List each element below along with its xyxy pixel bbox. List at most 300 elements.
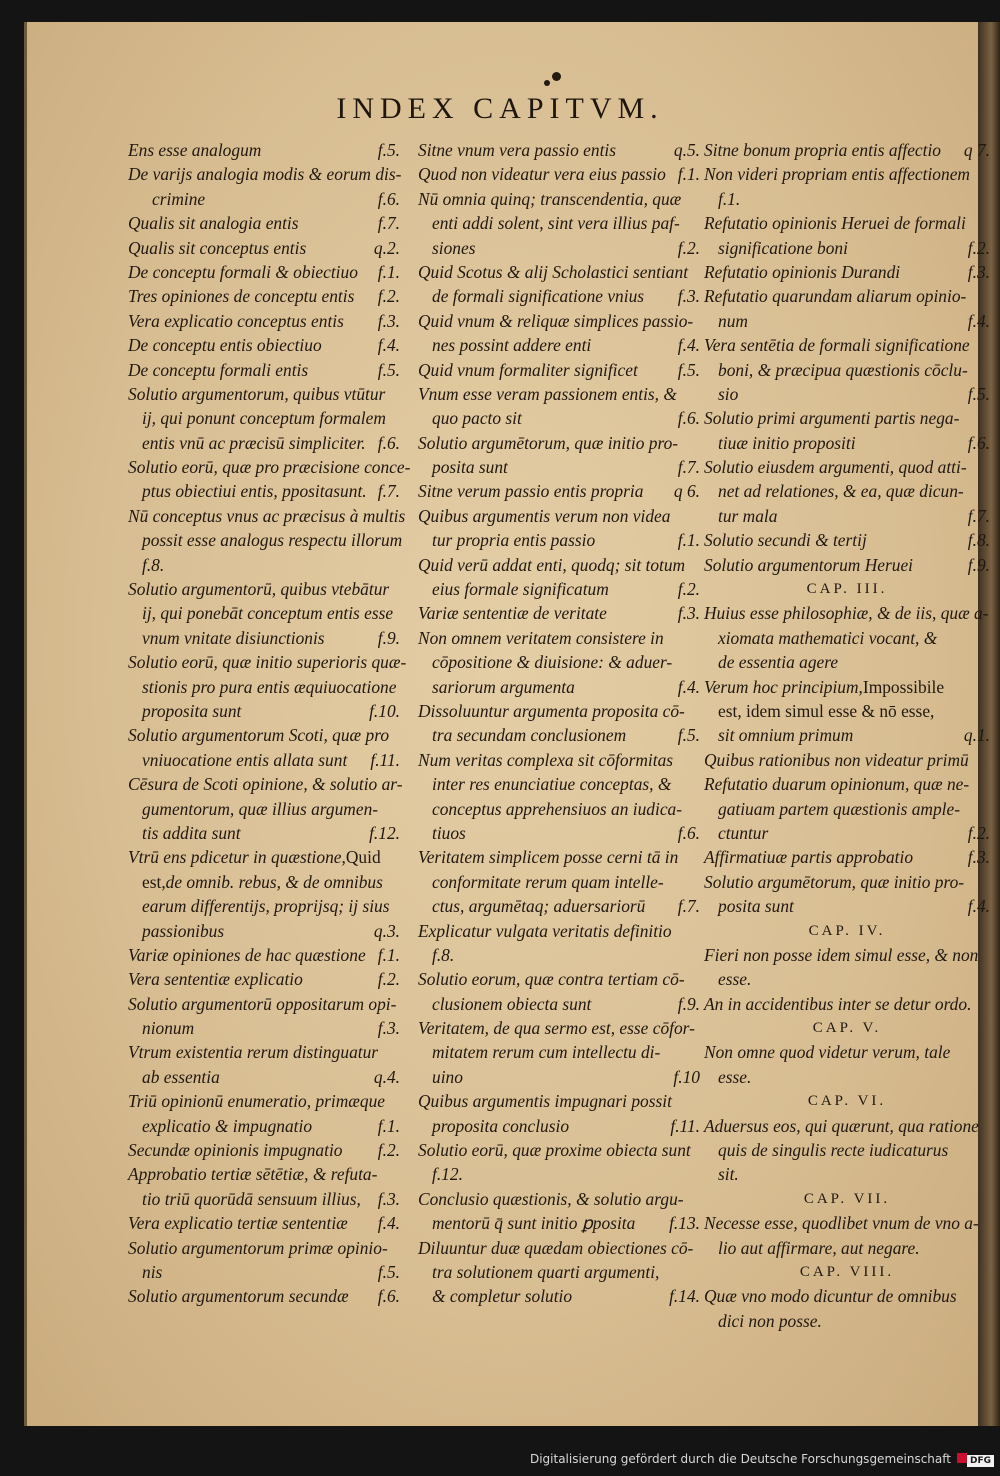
entry-text: Refutatio duarum opinionum, quæ ne-: [704, 774, 970, 795]
entry-text: sio: [718, 383, 739, 404]
entry-text: eius formale significatum: [432, 579, 609, 600]
entry-reference: [984, 992, 990, 1016]
entry-reference: f.4.: [677, 335, 700, 356]
entry-reference: f.1.: [377, 1115, 400, 1136]
entry-reference: [694, 1089, 700, 1113]
entry-reference: f.3.: [377, 310, 400, 331]
entry-reference: f.3.: [677, 286, 700, 307]
index-entry: [704, 406, 990, 430]
entry-text: ctuntur: [718, 822, 769, 843]
index-entry: [128, 1211, 400, 1235]
index-entry: [128, 382, 400, 406]
page-title: INDEX CAPITVM.: [336, 92, 664, 125]
entry-reference: q.2.: [373, 237, 400, 258]
entry-text: Solutio argumentorum, quibus vtūtur: [128, 383, 386, 404]
entry-text: Vera explicatio conceptus entis: [128, 310, 344, 331]
entry-text: tio triū quorūdā sensuum illius,: [142, 1188, 361, 1209]
index-entry: [704, 382, 990, 406]
entry-text: Solutio eorū, quæ proxime obiecta sunt: [418, 1140, 691, 1161]
index-entry: [418, 967, 700, 991]
entry-reference: f.14.: [669, 1286, 700, 1307]
index-entry: [128, 553, 400, 577]
entry-reference: [984, 943, 990, 967]
entry-text: crimine: [152, 188, 206, 209]
index-entry: [418, 1284, 700, 1308]
entry-reference: [984, 650, 990, 674]
index-entry: [418, 845, 700, 869]
entry-reference: [694, 1162, 700, 1186]
entry-reference: f.3.: [967, 847, 990, 868]
entry-text: sit.: [718, 1164, 739, 1185]
index-entry: [704, 1040, 990, 1064]
index-entry: [128, 894, 400, 918]
index-entry: [704, 1138, 990, 1162]
entry-reference: [984, 1309, 990, 1333]
entry-reference: [694, 1260, 700, 1284]
entry-reference: f.8.: [967, 530, 990, 551]
entry-text: Sitne bonum propria entis affectio: [704, 140, 942, 160]
entry-text: Variæ opiniones de hac quæstione: [128, 944, 366, 965]
entry-reference: f.5.: [967, 383, 990, 404]
entry-reference: f.6.: [967, 432, 990, 453]
entry-reference: f.4.: [677, 676, 700, 697]
entry-reference: [406, 650, 412, 674]
entry-text: posita sunt: [432, 457, 508, 478]
chapter-heading: CAP. IV.: [808, 922, 886, 939]
index-entry: [704, 260, 990, 284]
entry-reference: f.6.: [377, 188, 400, 209]
entry-reference: [984, 1065, 990, 1089]
entry-text: Huius esse philosophiæ, & de iis, quæ a-: [704, 603, 989, 624]
entry-reference: f.1.: [377, 944, 400, 965]
entry-reference: f.3.: [967, 261, 990, 282]
entry-reference: [694, 553, 700, 577]
entry-text: gumentorum, quæ illius argumen-: [142, 798, 379, 819]
entry-reference: f.7.: [677, 896, 700, 917]
entry-text: Necesse esse, quodlibet vnum de vno a-: [704, 1213, 979, 1234]
entry-reference: [394, 894, 400, 918]
index-entry: [418, 187, 700, 211]
index-entry: [418, 1138, 700, 1162]
index-entry: [418, 479, 700, 503]
entry-reference: [410, 455, 416, 479]
entry-reference: f.10.: [369, 700, 400, 721]
dfg-logo: DFG: [957, 1452, 994, 1466]
entry-reference: f.2.: [967, 822, 990, 843]
entry-reference: [396, 675, 402, 699]
entry-reference: [984, 187, 990, 211]
index-entry: [704, 699, 990, 723]
entry-text: Sitne verum passio entis propria: [418, 481, 644, 502]
entry-reference: f.1.: [677, 530, 700, 551]
index-entry: [704, 211, 990, 235]
index-entry: [128, 723, 400, 747]
index-entry: [418, 870, 700, 894]
entry-reference: [694, 772, 700, 796]
index-entry: [418, 1114, 700, 1138]
entry-reference: [984, 455, 990, 479]
index-entry: [704, 650, 990, 674]
entry-reference: f.1.: [677, 164, 700, 185]
entry-reference: [394, 1162, 400, 1186]
entry-reference: [984, 479, 990, 503]
entry-text: Triū opinionū enumeratio, primæque: [128, 1091, 386, 1112]
index-entry: [128, 1065, 400, 1089]
index-entry: [128, 455, 411, 479]
entry-reference: f.3.: [377, 1018, 400, 1039]
entry-reference: [694, 845, 700, 869]
index-entry: [704, 187, 990, 211]
index-entry: [128, 1040, 400, 1064]
index-entry: [418, 1016, 700, 1040]
index-entry: [128, 870, 400, 894]
entry-text: Veritatem simplicem posse cerni tā in: [418, 847, 679, 868]
index-entry: [418, 284, 700, 308]
index-entry: [418, 1211, 700, 1235]
entry-text: Refutatio quarundam aliarum opinio-: [704, 286, 967, 307]
index-entry: [128, 260, 400, 284]
index-entry: [128, 748, 400, 772]
entry-text: Solutio argumentorum Heruei: [704, 554, 913, 575]
entry-reference: [984, 1040, 990, 1064]
entry-text: Qualis sit analogia entis: [128, 213, 299, 234]
entry-text: Sitne vnum vera passio entis: [418, 140, 617, 160]
index-entry: [128, 1162, 400, 1186]
entry-reference: [405, 504, 411, 528]
entry-reference: [694, 699, 700, 723]
entry-reference: f.11.: [370, 749, 400, 770]
entry-text: Quid vnum & reliquæ simplices passio-: [418, 310, 694, 331]
index-entry: [704, 772, 990, 796]
index-entry: [704, 138, 990, 162]
entry-reference: [694, 626, 700, 650]
entry-reference: f.5.: [377, 359, 400, 380]
index-entry: [418, 431, 700, 455]
entry-text: posita sunt: [718, 896, 794, 917]
entry-text: boni, & præcipua quæstionis cōclu-: [718, 359, 968, 380]
index-entry: [418, 1065, 700, 1089]
index-entry: [418, 504, 700, 528]
entry-reference: [694, 797, 700, 821]
index-entry: [128, 967, 400, 991]
entry-reference: [694, 431, 700, 455]
entry-text: est,de omnib. rebus, & de omnibus: [142, 871, 383, 892]
index-entry: [418, 382, 700, 406]
index-entry: [128, 1187, 400, 1211]
entry-reference: f.3.: [677, 603, 700, 624]
entry-text: Solutio argumētorum, quæ initio pro-: [418, 432, 679, 453]
index-entry: [128, 528, 403, 552]
entry-reference: f.7.: [377, 213, 400, 234]
entry-text: Qualis sit conceptus entis: [128, 237, 307, 258]
entry-reference: f.2.: [967, 237, 990, 258]
roman-text: est, idem simul esse & nō esse,: [718, 700, 935, 721]
index-entry: [128, 431, 400, 455]
entry-text: Quibus rationibus non videatur primū: [704, 749, 969, 770]
entry-text: Affirmatiuæ partis approbatio: [704, 847, 914, 868]
entry-text: possit esse analogus respectu illorum: [142, 530, 403, 551]
entry-text: An in accidentibus inter se detur ordo.: [704, 993, 972, 1014]
index-entry: [704, 967, 990, 991]
entry-reference: q.5.: [673, 140, 700, 160]
index-entry: [418, 309, 700, 333]
entry-text: xiomata mathematici vocant, &: [718, 627, 938, 648]
index-entry: [418, 1089, 700, 1113]
index-entry: [704, 504, 990, 528]
chapter-heading: CAP. VII.: [803, 1190, 891, 1207]
entry-text: Solutio argumentorum primæ opinio-: [128, 1237, 388, 1258]
index-entry: [704, 992, 990, 1016]
index-entry: [704, 894, 990, 918]
index-entry: [418, 919, 700, 943]
entry-text: Cēsura de Scoti opinione, & solutio ar-: [128, 774, 403, 795]
index-entry: [704, 943, 990, 967]
entry-text: enti addi solent, sint vera illius paf-: [432, 213, 680, 234]
entry-text: Diluuntur duæ quædam obiectiones cō-: [418, 1237, 694, 1258]
index-entry: [418, 236, 700, 260]
entry-text: ptus obiectiui entis, ppositasunt.: [142, 481, 367, 502]
entry-text: Tres opiniones de conceptu entis: [128, 286, 355, 307]
index-entry: [704, 1309, 990, 1333]
index-entry: [128, 333, 400, 357]
entry-text: Vera sententiæ explicatio: [128, 969, 303, 990]
index-entry: [704, 626, 990, 650]
entry-reference: [694, 1187, 700, 1211]
index-entry: [128, 187, 400, 211]
entry-reference: [694, 967, 700, 991]
index-entry: [418, 1187, 700, 1211]
index-entry: [128, 797, 400, 821]
entry-text: proposita sunt: [142, 700, 242, 721]
entry-text: Quid verū addat enti, quodq; sit totum: [418, 554, 686, 575]
entry-reference: f.6.: [377, 432, 400, 453]
entry-reference: f.4.: [377, 335, 400, 356]
index-entry: [704, 1211, 990, 1235]
entry-text: Dissoluuntur argumenta proposita cō-: [418, 700, 685, 721]
chapter-heading: CAP. V.: [812, 1020, 882, 1037]
entry-reference: [394, 406, 400, 430]
chapter-heading: CAP. III.: [806, 581, 888, 598]
entry-text: Non omnem veritatem consistere in: [418, 627, 664, 648]
entry-reference: f.7.: [377, 481, 400, 502]
index-entry: [704, 1065, 990, 1089]
entry-reference: [694, 382, 700, 406]
index-entry: [418, 601, 700, 625]
entry-text: ab essentia: [142, 1066, 220, 1087]
entry-text: quo pacto sit: [432, 408, 522, 429]
entry-text: esse.: [718, 969, 752, 990]
entry-reference: [694, 919, 700, 943]
entry-text: tis addita sunt: [142, 822, 241, 843]
entry-text: f.8.: [432, 944, 455, 965]
index-entry: [418, 1260, 700, 1284]
entry-text: conceptus apprehensiuos an iudica-: [432, 798, 683, 819]
index-entry: [128, 358, 400, 382]
entry-reference: f.11.: [670, 1115, 700, 1136]
entry-reference: f.4.: [967, 896, 990, 917]
entry-reference: [984, 1114, 990, 1138]
entry-text: Quid Scotus & alij Scholastici sentiant: [418, 261, 689, 282]
entry-reference: q 6.: [673, 481, 700, 502]
entry-text: mitatem rerum cum intellectu di-: [432, 1042, 661, 1063]
index-entry: [128, 699, 400, 723]
entry-text: de essentia agere: [718, 652, 839, 673]
index-entry: [128, 1114, 400, 1138]
entry-text: De conceptu formali entis: [128, 359, 309, 380]
index-entry: [704, 723, 990, 747]
entry-text: Quod non videatur vera eius passio: [418, 164, 666, 185]
entry-reference: f.2.: [377, 286, 400, 307]
index-entry: [418, 406, 700, 430]
entry-reference: f.4.: [967, 310, 990, 331]
entry-reference: [394, 870, 400, 894]
entry-text: entis vnū ac præcisū simpliciter.: [142, 432, 366, 453]
index-entry: [704, 333, 990, 357]
index-entry: [704, 455, 990, 479]
index-entry: [704, 675, 990, 699]
entry-reference: [694, 309, 700, 333]
entry-reference: [394, 601, 400, 625]
ink-dot: [552, 72, 561, 81]
entry-reference: f.4.: [377, 1213, 400, 1234]
entry-text: tur mala: [718, 505, 778, 526]
index-entry: [128, 1089, 400, 1113]
footer-text: Digitalisierung gefördert durch die Deutsche Forschungsgemeinschaft: [529, 1452, 951, 1466]
entry-reference: f.5.: [677, 725, 700, 746]
entry-reference: [984, 211, 990, 235]
index-entry: [128, 992, 400, 1016]
entry-reference: f.12.: [369, 822, 400, 843]
entry-text: Solutio eorum, quæ contra tertiam cō-: [418, 969, 685, 990]
entry-reference: [394, 577, 400, 601]
entry-reference: q.3.: [373, 920, 400, 941]
index-entry: [704, 845, 990, 869]
index-entry: [704, 1114, 990, 1138]
entry-text: f.12.: [432, 1164, 463, 1185]
index-entry: [128, 626, 400, 650]
entry-text: Approbatio tertiæ sētētiæ, & refuta-: [128, 1164, 378, 1185]
index-entry: [704, 1236, 990, 1260]
index-entry: [704, 601, 990, 625]
entry-reference: [394, 723, 400, 747]
entry-reference: f.5.: [377, 140, 400, 160]
index-entry: [128, 1236, 400, 1260]
entry-reference: [394, 1236, 400, 1260]
entry-reference: [401, 162, 407, 186]
index-entry: [418, 553, 700, 577]
entry-text: Vnum esse veram passionem entis, &: [418, 383, 677, 404]
entry-reference: f.2.: [677, 237, 700, 258]
entry-text: & completur solutio: [432, 1286, 573, 1307]
entry-text: f.8.: [142, 554, 165, 575]
index-entry: [128, 504, 406, 528]
entry-reference: [694, 748, 700, 772]
entry-text: Nū conceptus vnus ac præcisus à multis: [128, 505, 406, 526]
entry-text: Vera sentētia de formali significatione: [704, 335, 970, 356]
index-entry: [418, 333, 700, 357]
entry-reference: [984, 699, 990, 723]
entry-reference: [402, 528, 408, 552]
index-entry: [128, 821, 400, 845]
entry-text: Vtrū ens pdicetur in quæstione,Quid: [128, 847, 381, 868]
entry-reference: f.2.: [677, 579, 700, 600]
entry-reference: [694, 1138, 700, 1162]
index-entry: [128, 479, 400, 503]
entry-reference: f.13.: [669, 1213, 700, 1234]
index-column-1: [128, 138, 411, 1309]
index-entry: [704, 528, 990, 552]
index-entry: [418, 943, 700, 967]
entry-reference: [984, 748, 990, 772]
index-entry: [128, 943, 400, 967]
entry-reference: q 7.: [963, 140, 990, 160]
entry-reference: [984, 333, 990, 357]
entry-reference: [394, 553, 400, 577]
entry-text: num: [718, 310, 748, 331]
entry-text: esse.: [718, 1066, 752, 1087]
index-column-3: [704, 138, 990, 1333]
entry-reference: [984, 1236, 990, 1260]
index-entry: [704, 479, 990, 503]
entry-reference: [394, 845, 400, 869]
entry-text: proposita conclusio: [432, 1115, 570, 1136]
index-entry: [704, 748, 990, 772]
entry-text: Quæ vno modo dicuntur de omnibus: [704, 1286, 957, 1307]
index-entry: [128, 309, 400, 333]
entry-text: explicatio & impugnatio: [142, 1115, 313, 1136]
index-entry: [704, 1162, 990, 1186]
index-entry: [418, 1040, 700, 1064]
index-entry: [418, 894, 700, 918]
entry-reference: f.5.: [677, 359, 700, 380]
entry-reference: f.6.: [377, 1286, 400, 1307]
index-entry: [128, 675, 400, 699]
index-entry: [418, 797, 700, 821]
index-entry: [418, 992, 700, 1016]
entry-text: tiuos: [432, 822, 466, 843]
entry-reference: [394, 1040, 400, 1064]
entry-text: earum differentijs, proprijsq; ij sius: [142, 896, 390, 917]
index-entry: [418, 723, 700, 747]
entry-reference: [694, 1040, 700, 1064]
entry-text: clusionem obiecta sunt: [432, 993, 592, 1014]
entry-text: Solutio argumentorum secundæ: [128, 1286, 349, 1307]
entry-text: quis de singulis recte iudicaturus: [718, 1140, 949, 1161]
entry-text: ij, qui ponunt conceptum formalem: [142, 408, 386, 429]
entry-text: tiuæ initio propositi: [718, 432, 856, 453]
entry-reference: [694, 260, 700, 284]
entry-reference: [984, 1138, 990, 1162]
index-entry: [704, 358, 990, 382]
entry-reference: q.1.: [963, 725, 990, 746]
entry-reference: [695, 1016, 701, 1040]
index-entry: [418, 650, 700, 674]
index-entry: [128, 1284, 400, 1308]
index-entry: [128, 1260, 400, 1284]
entry-text: Variæ sententiæ de veritate: [418, 603, 607, 624]
entry-text: Non omne quod videtur verum, tale: [704, 1042, 951, 1063]
entry-text: Solutio argumentorū oppositarum opi-: [128, 993, 397, 1014]
index-entry: [128, 211, 400, 235]
entry-reference: [694, 504, 700, 528]
footer: [530, 1448, 994, 1470]
entry-reference: [694, 1236, 700, 1260]
entry-text: Solutio eorū, quæ initio superioris quæ-: [128, 652, 407, 673]
index-entry: [128, 284, 400, 308]
entry-reference: q.4.: [373, 1066, 400, 1087]
entry-text: sit omnium primum: [718, 725, 854, 746]
entry-reference: f.6.: [677, 408, 700, 429]
